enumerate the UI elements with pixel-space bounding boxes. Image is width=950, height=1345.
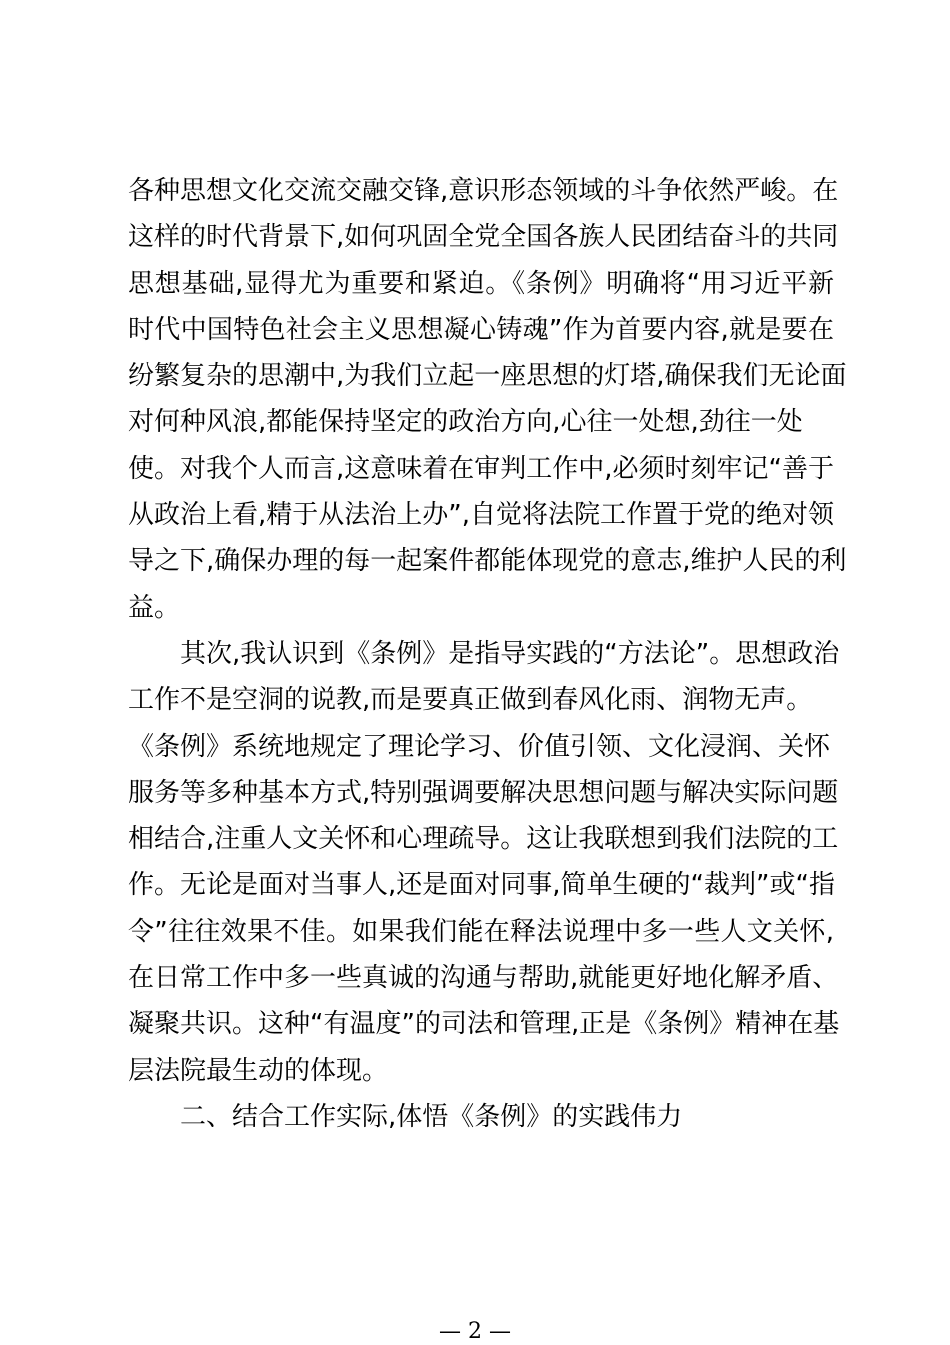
text-line: 凝聚共识。这种“有温度”的司法和管理,正是《条例》精神在基 — [128, 1009, 840, 1040]
text-line: 对何种风浪,都能保持坚定的政治方向,心往一处想,劲往一处 — [128, 407, 803, 438]
text-line: 使。对我个人而言,这意味着在审判工作中,必须时刻牢记“善于 — [128, 453, 834, 484]
paragraph-1 — [128, 168, 847, 631]
paragraph-2 — [128, 631, 840, 1094]
text-line: 工作不是空洞的说教,而是要真正做到春风化雨、润物无声。 — [128, 685, 813, 716]
text-line: 益。 — [128, 592, 181, 623]
text-line: 令”往往效果不佳。如果我们能在释法说理中多一些人文关怀, — [128, 916, 834, 947]
section-heading: 二、结合工作实际,体悟《条例》的实践伟力 — [180, 1101, 683, 1132]
text-line: 各种思想文化交流交融交锋,意识形态领域的斗争依然严峻。在 — [128, 176, 839, 206]
text-line: 从政治上看,精于从法治上办”,自觉将法院工作置于党的绝对领 — [128, 500, 834, 531]
page-number: — 2 — — [439, 1319, 511, 1344]
text-line: 《条例》系统地规定了理论学习、价值引领、文化浸润、关怀 — [128, 731, 831, 762]
text-line: 相结合,注重人文关怀和心理疏导。这让我联想到我们法院的工 — [128, 824, 839, 855]
text-line: 时代中国特色社会主义思想凝心铸魂”作为首要内容,就是要在 — [128, 314, 834, 345]
text-line: 层法院最生动的体现。 — [128, 1055, 389, 1086]
document-body — [128, 168, 847, 1140]
text-line: 思想基础,显得尤为重要和紧迫。《条例》明确将“用习近平新 — [128, 268, 834, 299]
text-line: 导之下,确保办理的每一起案件都能体现党的意志,维护人民的利 — [128, 546, 847, 577]
text-line: 这样的时代背景下,如何巩固全党全国各族人民团结奋斗的共同 — [128, 222, 839, 253]
text-line: 纷繁复杂的思潮中,为我们立起一座思想的灯塔,确保我们无论面 — [128, 361, 847, 392]
text-line: 服务等多种基本方式,特别强调要解决思想问题与解决实际问题 — [128, 777, 839, 808]
text-line: 在日常工作中多一些真诚的沟通与帮助,就能更好地化解矛盾、 — [128, 963, 839, 994]
text-line: 作。无论是面对当事人,还是面对同事,简单生硬的“裁判”或“指 — [128, 870, 835, 901]
text-line: 其次,我认识到《条例》是指导实践的“方法论”。思想政治 — [180, 638, 840, 669]
